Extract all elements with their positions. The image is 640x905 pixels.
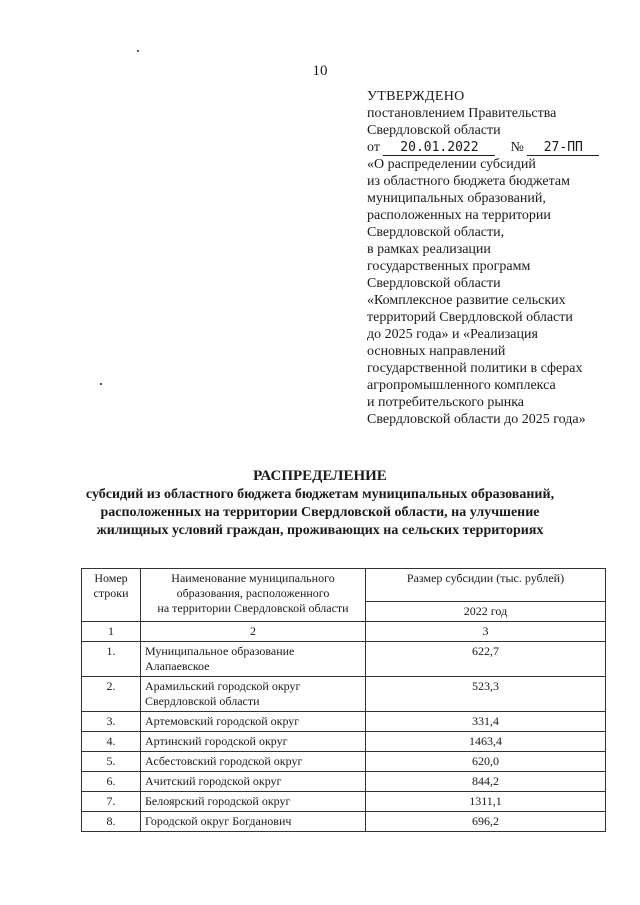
- municipality-name: [141, 752, 366, 772]
- approval-title: УТВЕРЖДЕНО: [367, 89, 465, 104]
- approval-line: и потребительского рынка: [367, 395, 525, 410]
- approval-line: постановлением Правительства: [367, 106, 557, 121]
- approval-date-row: [367, 139, 632, 156]
- row-number: 1.: [82, 642, 141, 677]
- municipality-name-line: Артинский городской округ: [145, 734, 288, 748]
- subsidy-amount: 1463,4: [366, 732, 606, 752]
- column-number: 3: [366, 622, 606, 642]
- municipality-name: [141, 712, 366, 732]
- column-number: 1: [82, 622, 141, 642]
- distribution-subtitle-line: субсидий из областного бюджета бюджетам муниципальных образований,: [85, 487, 555, 502]
- municipality-name: [141, 677, 366, 712]
- scan-speck: [137, 50, 139, 52]
- table-row: [82, 732, 606, 752]
- table-row: [82, 642, 606, 677]
- row-number: 4.: [82, 732, 141, 752]
- approval-line: расположенных на территории: [367, 208, 551, 223]
- row-number: 2.: [82, 677, 141, 712]
- subsidy-table: [81, 568, 606, 832]
- approval-line: из областного бюджета бюджетам: [367, 174, 570, 189]
- page-number: 10: [312, 63, 328, 79]
- subsidy-amount: 523,3: [366, 677, 606, 712]
- distribution-title: РАСПРЕДЕЛЕНИЕ: [253, 468, 387, 484]
- subsidy-amount: 331,4: [366, 712, 606, 732]
- municipality-name-line: Арамильский городской округ: [145, 679, 301, 693]
- header-year: 2022 год: [366, 602, 606, 622]
- approval-line: основных направлений: [367, 344, 506, 359]
- table-column-number-row: [82, 622, 606, 642]
- date-prefix: от: [367, 140, 380, 155]
- approval-line: агропромышленного комплекса: [367, 378, 556, 393]
- municipality-name-line: Асбестовский городской округ: [145, 754, 303, 768]
- approval-block: [367, 88, 632, 428]
- header-name-line: образования, расположенного: [176, 586, 330, 600]
- row-number: 5.: [82, 752, 141, 772]
- approval-line: Свердловской области,: [367, 225, 505, 240]
- scan-speck: [100, 383, 102, 385]
- distribution-heading: [0, 466, 640, 540]
- municipality-name-line: Ачитский городской округ: [145, 774, 282, 788]
- header-name-line: Наименование муниципального: [171, 571, 335, 585]
- approval-line: Свердловской области до 2025 года»: [367, 412, 586, 427]
- municipality-name: [141, 732, 366, 752]
- distribution-subtitle-line: жилищных условий граждан, проживающих на сельских территориях: [96, 523, 544, 538]
- approval-line: «Комплексное развитие сельских: [367, 293, 566, 308]
- municipality-name-line: Алапаевское: [145, 659, 210, 673]
- municipality-name: [141, 792, 366, 812]
- subsidy-amount: 1311,1: [366, 792, 606, 812]
- distribution-subtitle-line: расположенных на территории Свердловской области, на улучшение: [100, 505, 540, 520]
- municipality-name: [141, 772, 366, 792]
- table-row: [82, 812, 606, 832]
- municipality-name: [141, 642, 366, 677]
- table-row: [82, 792, 606, 812]
- approval-line: «О распределении субсидий: [367, 157, 536, 172]
- approval-line: Свердловской области: [367, 276, 501, 291]
- row-number: 8.: [82, 812, 141, 832]
- table-row: [82, 677, 606, 712]
- table-row: [82, 752, 606, 772]
- subsidy-amount: 696,2: [366, 812, 606, 832]
- table-row: [82, 712, 606, 732]
- approval-line: территорий Свердловской области: [367, 310, 573, 325]
- row-number: 3.: [82, 712, 141, 732]
- municipality-name-line: Белоярский городской округ: [145, 794, 291, 808]
- approval-line: государственной политики в сферах: [367, 361, 583, 376]
- table-header-row: [82, 569, 606, 602]
- column-number: 2: [141, 622, 366, 642]
- municipality-name-line: Свердловской области: [145, 694, 260, 708]
- subsidy-amount: 622,7: [366, 642, 606, 677]
- approval-line: Свердловской области: [367, 123, 501, 138]
- header-row-number: Номер строки: [82, 569, 141, 622]
- row-number: 6.: [82, 772, 141, 792]
- approval-date: 20.01.2022: [383, 141, 495, 156]
- header-municipality-name: [141, 569, 366, 622]
- row-number: 7.: [82, 792, 141, 812]
- municipality-name: [141, 812, 366, 832]
- approval-line: государственных программ: [367, 259, 531, 274]
- header-name-line: на территории Свердловской области: [157, 601, 349, 615]
- header-subsidy-amount: Размер субсидии (тыс. рублей): [366, 569, 606, 602]
- approval-line: до 2025 года» и «Реализация: [367, 327, 538, 342]
- subsidy-amount: 844,2: [366, 772, 606, 792]
- subsidy-amount: 620,0: [366, 752, 606, 772]
- approval-number: 27-ПП: [527, 141, 599, 156]
- approval-line: в рамках реализации: [367, 242, 491, 257]
- municipality-name-line: Муниципальное образование: [145, 644, 295, 658]
- number-prefix: №: [510, 140, 524, 155]
- table-row: [82, 772, 606, 792]
- municipality-name-line: Городской округ Богданович: [145, 814, 292, 828]
- municipality-name-line: Артемовский городской округ: [145, 714, 300, 728]
- approval-line: муниципальных образований,: [367, 191, 546, 206]
